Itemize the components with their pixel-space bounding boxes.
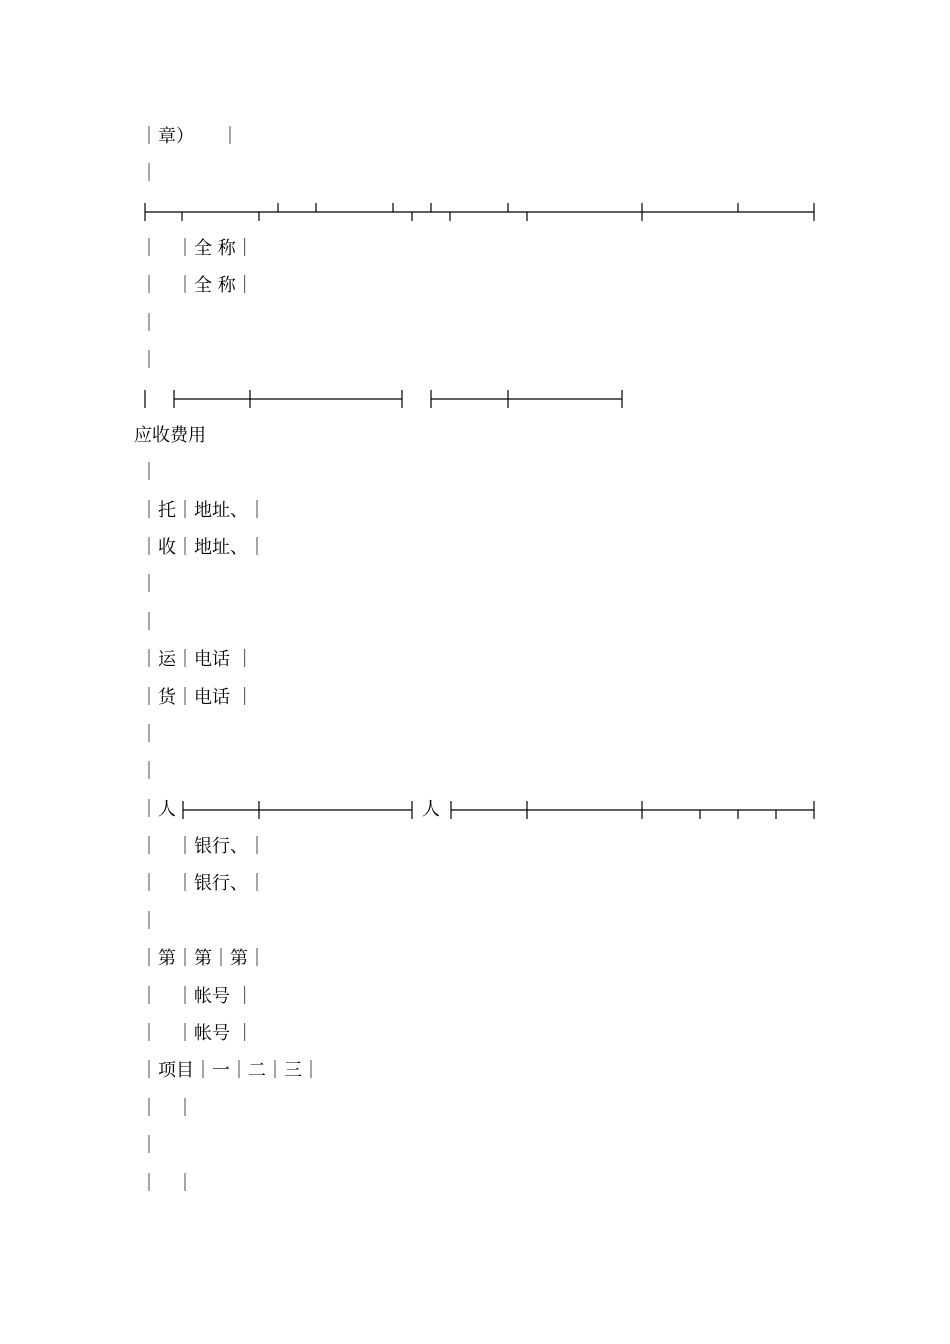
- text-line: ｜: [140, 761, 158, 782]
- text-line: ｜收｜地址、｜: [140, 537, 266, 558]
- text-line: ｜: [140, 163, 158, 184]
- text-line: ｜第｜第｜第｜: [140, 948, 266, 969]
- text-line: ｜: [140, 574, 158, 595]
- text-line: ｜章） ｜: [140, 126, 239, 147]
- text-line: ｜人: [140, 799, 176, 820]
- text-line: ｜: [140, 911, 158, 932]
- text-line: ｜: [140, 313, 158, 334]
- text-line: ｜ ｜: [140, 1173, 194, 1194]
- text-line: ｜项目｜一｜二｜三｜: [140, 1060, 320, 1081]
- text-line: ｜托｜地址、｜: [140, 500, 266, 521]
- text-line: ｜ ｜帐号 ｜: [140, 1023, 254, 1044]
- text-line: ｜ ｜银行、｜: [140, 836, 266, 857]
- text-line: ｜ ｜帐号 ｜: [140, 986, 254, 1007]
- text-line: ｜ ｜全 称｜: [140, 238, 254, 259]
- text-line: ｜运｜电话 ｜: [140, 649, 254, 670]
- text-line: ｜ ｜银行、｜: [140, 873, 266, 894]
- section-title: 应收费用: [134, 425, 206, 446]
- text-line: ｜ ｜全 称｜: [140, 275, 254, 296]
- text-line: ｜: [140, 724, 158, 745]
- text-line: ｜货｜电话 ｜: [140, 687, 254, 708]
- text-line: ｜: [140, 350, 158, 371]
- text-line: ｜: [140, 612, 158, 633]
- text-line: ｜ ｜: [140, 1098, 194, 1119]
- text-line: ｜: [140, 1135, 158, 1156]
- text-line: 人: [422, 799, 440, 820]
- text-line: ｜: [140, 462, 158, 483]
